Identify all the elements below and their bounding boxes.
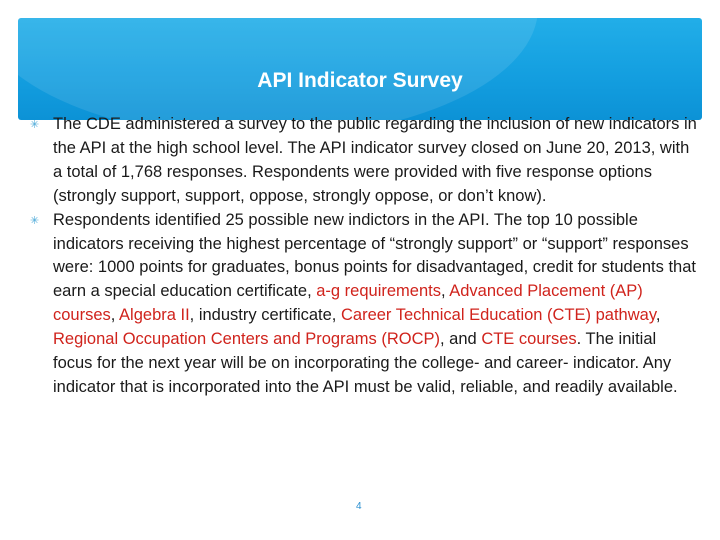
- separator: ,: [110, 306, 120, 325]
- highlight-rocp: Regional Occupation Centers and Programs (ROCP): [53, 330, 441, 349]
- separator: ,: [655, 306, 661, 325]
- asterisk-bullet-icon: ✳: [30, 118, 40, 131]
- highlight-cte-courses: CTE courses: [481, 330, 577, 349]
- bullet-list: [30, 113, 700, 400]
- title-banner: [18, 18, 702, 120]
- asterisk-bullet-icon: ✳: [30, 213, 40, 227]
- bullet-text-outro: . The initial focus for the next year will be on incorporating the college- and career- indicator. Any indicator that is incorporated into the API must be valid, reliable, and readily available.: [53, 330, 678, 396]
- bullet-text-intro: Respondents identified 25 possible new indictors in the API. The top 10 possible indicators receiving the highest percentage of “strongly support” or “support” responses were: 1000 points for graduates, bonus points for disadvantaged, credit for students that earn a special education certificate,: [53, 210, 696, 301]
- slide-title: API Indicator Survey: [257, 69, 463, 92]
- page-number: 4: [356, 501, 362, 512]
- bullet-text: The CDE administered a survey to the public regarding the inclusion of new indicators in the API at the high school level. The API indicator survey closed on June 20, 2013, with a total of 1,768 responses. Respondents were provided with five response options (strongly support, support, oppose, strongly oppose, or don’t know).: [53, 115, 697, 205]
- bullet-item: [30, 113, 700, 209]
- separator: , industry certificate,: [189, 306, 341, 325]
- highlight-ap-courses: Advanced Placement (AP) courses: [53, 282, 643, 325]
- separator: , and: [440, 330, 482, 349]
- separator: ,: [440, 282, 450, 301]
- highlight-ag-requirements: a-g requirements: [316, 282, 441, 301]
- bullet-item: [30, 209, 700, 400]
- highlight-cte-pathway: Career Technical Education (CTE) pathway: [340, 306, 656, 325]
- highlight-algebra-ii: Algebra II: [119, 306, 190, 325]
